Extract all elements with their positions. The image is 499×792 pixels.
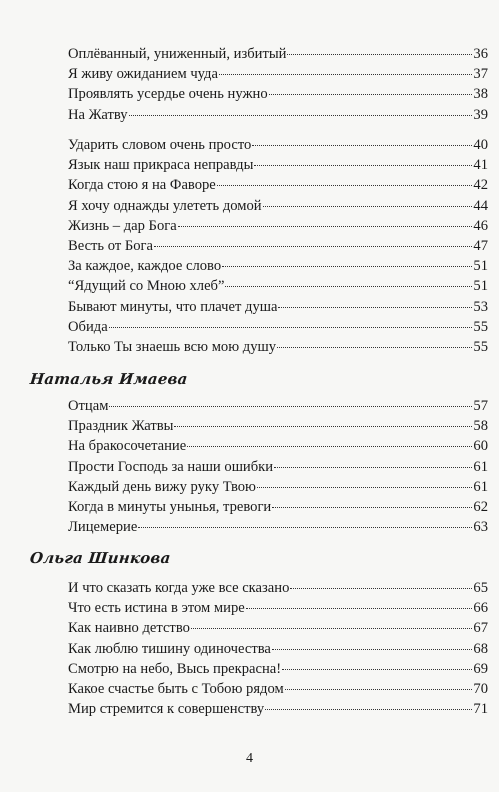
entry-page: 61: [473, 478, 488, 495]
entry-page: 38: [473, 86, 488, 103]
entry-page: 55: [473, 338, 488, 355]
leader-dots: [278, 307, 472, 308]
entry-title: Праздник Жатвы: [68, 418, 174, 435]
entry-title: Лицемерие: [68, 519, 138, 536]
entry-page: 63: [473, 519, 488, 536]
entry-title: Весть от Бога: [68, 237, 154, 254]
leader-dots: [263, 206, 473, 207]
entry-title: Когда в минуты унынья, тревоги: [68, 498, 272, 515]
toc-entry[interactable]: [68, 276, 488, 296]
leader-dots: [217, 185, 473, 186]
entry-page: 60: [473, 438, 488, 455]
entry-page: 57: [473, 398, 488, 414]
leader-dots: [219, 74, 472, 75]
entry-title: Жизнь – дар Бога: [68, 217, 177, 234]
entry-title: За каждое, каждое слово: [68, 258, 222, 275]
toc-entry[interactable]: [68, 297, 488, 317]
entry-title: Отцам: [68, 398, 109, 414]
author-heading: Ольга Шинкова: [29, 549, 172, 567]
entry-page: 55: [473, 318, 488, 335]
leader-dots: [246, 608, 473, 609]
entry-title: И что сказать когда уже все сказано: [68, 580, 290, 596]
toc-entry[interactable]: [68, 517, 488, 537]
entry-title: Я живу ожиданием чуда: [68, 66, 218, 83]
entry-page: 62: [473, 498, 488, 515]
page-number: 4: [246, 751, 253, 766]
entry-page: 66: [473, 600, 488, 617]
toc-entry[interactable]: [68, 337, 488, 357]
leader-dots: [272, 507, 472, 508]
toc-entry[interactable]: [68, 416, 488, 436]
entry-page: 53: [473, 298, 488, 315]
entry-page: 71: [473, 701, 488, 718]
toc-entry[interactable]: [68, 64, 488, 84]
leader-dots: [222, 266, 472, 267]
leader-dots: [269, 94, 473, 95]
toc-entry[interactable]: [68, 396, 488, 416]
entry-title: Обида: [68, 318, 108, 335]
leader-dots: [257, 487, 472, 488]
leader-dots: [138, 527, 472, 528]
leader-dots: [174, 426, 472, 427]
toc-entry[interactable]: [68, 477, 488, 497]
toc-entry[interactable]: [68, 457, 488, 477]
entry-title: Ударить словом очень просто: [68, 137, 252, 153]
entry-title: Только Ты знаешь всю мою душу: [68, 338, 277, 355]
entry-page: 44: [473, 197, 488, 214]
entry-title: Прости Господь за наши ошибки: [68, 458, 274, 475]
toc-entry[interactable]: [68, 236, 488, 256]
entry-page: 36: [473, 46, 488, 62]
toc-entry[interactable]: [68, 618, 488, 638]
entry-page: 41: [473, 157, 488, 174]
entry-page: 37: [473, 66, 488, 83]
entry-title: Бывают минуты, что плачет душа: [68, 298, 278, 315]
entry-page: 69: [473, 660, 488, 677]
entry-title: На Жатву: [68, 106, 128, 123]
toc-group-4: [68, 578, 488, 719]
leader-dots: [225, 286, 472, 287]
leader-dots: [254, 165, 472, 166]
entry-page: 51: [473, 278, 488, 295]
leader-dots: [191, 628, 473, 629]
leader-dots: [274, 467, 472, 468]
entry-page: 61: [473, 458, 488, 475]
entry-title: Смотрю на небо, Высь прекрасна!: [68, 660, 282, 677]
entry-title: Какое счастье быть с Тобою рядом: [68, 680, 284, 697]
entry-title: Каждый день вижу руку Твою: [68, 478, 256, 495]
entry-page: 65: [473, 580, 488, 596]
leader-dots: [109, 406, 472, 407]
leader-dots: [129, 115, 473, 116]
leader-dots: [178, 226, 473, 227]
leader-dots: [109, 327, 473, 328]
toc-entry[interactable]: [68, 84, 488, 104]
leader-dots: [154, 246, 472, 247]
leader-dots: [285, 689, 473, 690]
entry-title: “Ядущий со Мною хлеб”: [68, 278, 225, 295]
toc-entry[interactable]: [68, 639, 488, 659]
entry-title: Проявлять усердье очень нужно: [68, 86, 268, 103]
entry-page: 47: [473, 237, 488, 254]
toc-entry[interactable]: [68, 598, 488, 618]
toc-entry[interactable]: [68, 497, 488, 517]
entry-title: На бракосочетание: [68, 438, 187, 455]
toc-entry[interactable]: [68, 679, 488, 699]
leader-dots: [252, 145, 472, 146]
toc-entry[interactable]: [68, 436, 488, 456]
entry-page: 42: [473, 177, 488, 194]
entry-title: Когда стою я на Фаворе: [68, 177, 216, 194]
entry-page: 46: [473, 217, 488, 234]
entry-page: 70: [473, 680, 488, 697]
entry-page: 39: [473, 106, 488, 123]
toc-group-3: [68, 396, 488, 537]
entry-page: 51: [473, 258, 488, 275]
toc-entry[interactable]: [68, 699, 488, 719]
leader-dots: [265, 709, 472, 710]
toc-entry[interactable]: [68, 175, 488, 195]
toc-group-2: [68, 135, 488, 357]
toc-group-1: [68, 44, 488, 125]
leader-dots: [277, 347, 472, 348]
toc-entry[interactable]: [68, 105, 488, 125]
entry-title: Что есть истина в этом мире: [68, 600, 245, 617]
entry-page: 68: [473, 640, 488, 657]
entry-title: Как наивно детство: [68, 620, 190, 637]
toc-entry[interactable]: [68, 44, 488, 64]
toc-entry[interactable]: [68, 256, 488, 276]
entry-title: Язык наш прикраса неправды: [68, 157, 254, 174]
toc-entry[interactable]: [68, 135, 488, 155]
leader-dots: [272, 649, 473, 650]
leader-dots: [287, 54, 472, 55]
leader-dots: [187, 446, 472, 447]
entry-title: Как люблю тишину одиночества: [68, 640, 271, 657]
leader-dots: [290, 588, 472, 589]
toc-entry[interactable]: [68, 196, 488, 216]
entry-page: 40: [473, 137, 488, 153]
author-heading: Наталья Имаева: [29, 370, 189, 388]
entry-title: Я хочу однажды улететь домой: [68, 197, 262, 214]
toc-entry[interactable]: [68, 155, 488, 175]
toc-entry[interactable]: [68, 317, 488, 337]
toc-entry[interactable]: [68, 659, 488, 679]
entry-page: 58: [473, 418, 488, 435]
toc-entry[interactable]: [68, 216, 488, 236]
entry-page: 67: [473, 620, 488, 637]
leader-dots: [282, 669, 472, 670]
toc-entry[interactable]: [68, 578, 488, 598]
entry-title: Оплёванный, униженный, избитый: [68, 46, 287, 62]
entry-title: Мир стремится к совершенству: [68, 701, 265, 718]
